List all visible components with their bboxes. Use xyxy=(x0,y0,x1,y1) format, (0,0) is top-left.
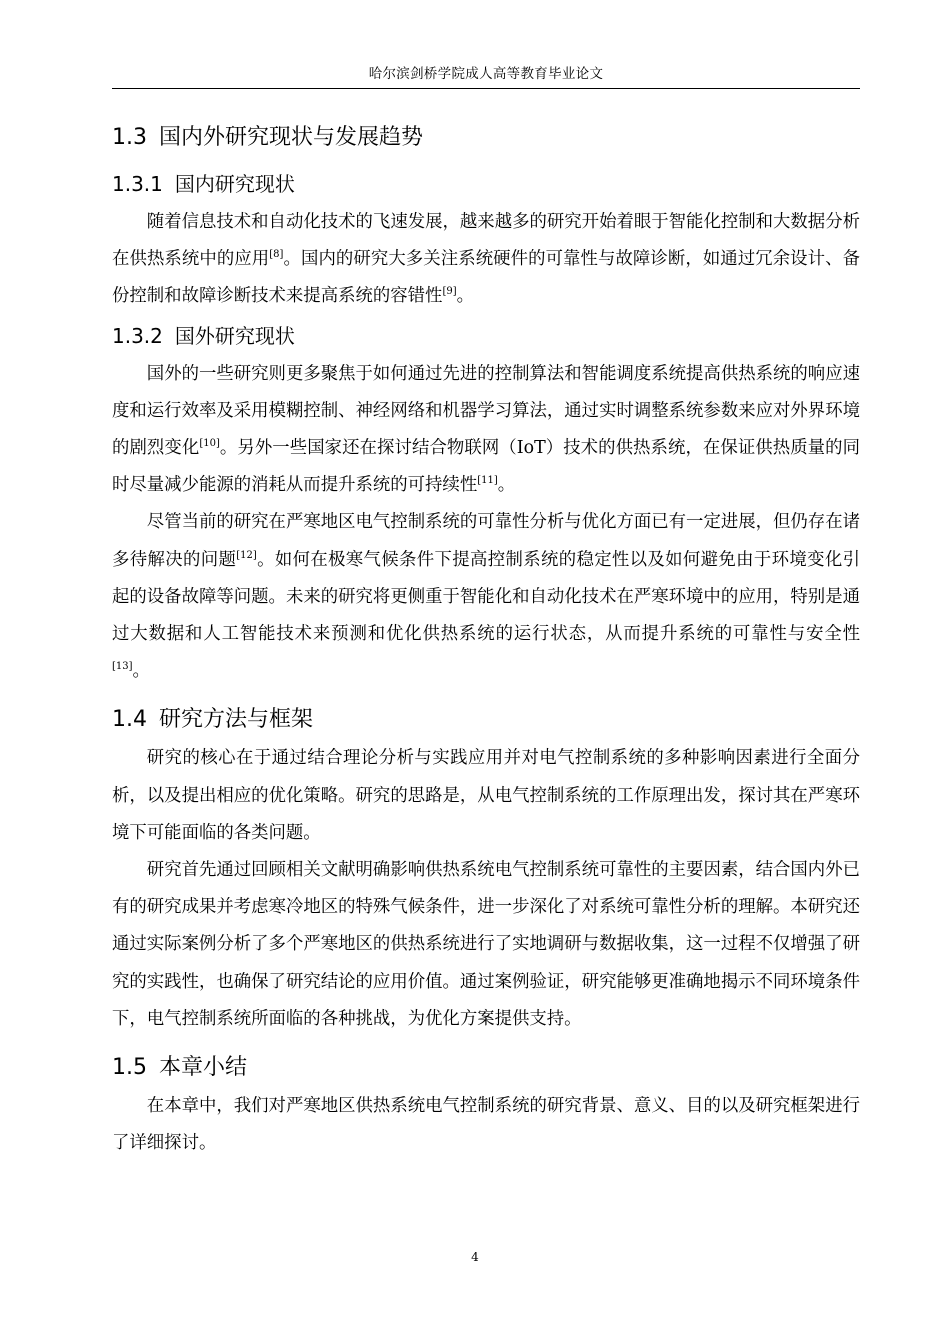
subsection-title: 国外研究现状 xyxy=(174,323,295,348)
header-rule xyxy=(112,88,860,89)
subsection-heading-1-3-2 xyxy=(112,316,860,356)
subsection-number: 1.3.2 xyxy=(112,323,163,348)
paragraph-text: 随着信息技术和自动化技术的飞速发展，越来越多的研究开始着眼于智能化控制和大数据分析在供热系统中的应用 xyxy=(112,212,860,270)
citation-ref: [11] xyxy=(477,475,498,487)
section-title: 本章小结 xyxy=(159,1055,248,1081)
citation-ref: [13] xyxy=(112,661,133,673)
page-content xyxy=(112,118,860,1162)
paragraph-text: 。如何在极寒气候条件下提高控制系统的稳定性以及如何避免由于环境变化引起的设备故障等问题。未来的研究将更侧重于智能化和自动化技术在严寒环境中的应用，特别是通过大数据和人工智能技术来预测和优化供热系统的运行状态，从而提升系统的可靠性与安全性 xyxy=(112,549,860,645)
section-title: 国内外研究现状与发展趋势 xyxy=(159,125,424,150)
citation-ref: [9] xyxy=(442,286,457,298)
section-title: 研究方法与框架 xyxy=(159,707,314,733)
paragraph-text: 。国内的研究大多关注系统硬件的可靠性与故障诊断，如通过冗余设计、备份控制和故障诊断技术来提高系统的容错性 xyxy=(112,249,860,307)
paragraph-text: 。 xyxy=(132,661,150,682)
citation-ref: [10] xyxy=(199,438,220,450)
citation-ref: [12] xyxy=(236,549,257,561)
paragraph-research-gaps xyxy=(112,504,860,690)
paragraph-text: 国外的一些研究则更多聚焦于如何通过先进的控制算法和智能调度系统提高供热系统的响应速度和运行效率及采用模糊控制、神经网络和机器学习算法，通过实时调整系统参数来应对外界环境的剧烈变化 xyxy=(112,363,860,459)
subsection-heading-1-3-1 xyxy=(112,164,860,204)
paragraph-method-core: 研究的核心在于通过结合理论分析与实践应用并对电气控制系统的多种影响因素进行全面分析，以及提出相应的优化策略。研究的思路是，从电气控制系统的工作原理出发，探讨其在严寒环境下可能面临的各类问题。 xyxy=(112,748,860,843)
section-heading-1-4 xyxy=(112,700,860,740)
paragraph-text: 尽管当前的研究在严寒地区电气控制系统的可靠性分析与优化方面已有一定进展，但仍存在诸多待解决的问题 xyxy=(112,512,860,570)
paragraph-method-detail: 研究首先通过回顾相关文献明确影响供热系统电气控制系统可靠性的主要因素，结合国内外已有的研究成果并考虑寒冷地区的特殊气候条件，进一步深化了对系统可靠性分析的理解。本研究还通过实际案例分析了多个严寒地区的供热系统进行了实地调研与数据收集，这一过程不仅增强了研究的实践性，也确保了研究结论的应用价值。通过案例验证，研究能够更准确地揭示不同环境条件下，电气控制系统所面临的各种挑战，为优化方案提供支持。 xyxy=(112,860,860,1029)
section-number: 1.3 xyxy=(112,125,147,150)
section-number: 1.4 xyxy=(112,707,147,733)
paragraph-text: 。另外一些国家还在探讨结合物联网（IoT）技术的供热系统，在保证供热质量的同时尽量减少能源的消耗从而提升系统的可持续性 xyxy=(112,438,860,496)
paragraph-text: 。 xyxy=(497,475,516,496)
section-heading-1-5 xyxy=(112,1048,860,1088)
section-heading-1-3 xyxy=(112,118,860,158)
subsection-title: 国内研究现状 xyxy=(174,172,295,196)
citation-ref: [8] xyxy=(269,249,284,261)
section-number: 1.5 xyxy=(112,1055,147,1081)
page-number: 4 xyxy=(471,1250,479,1264)
running-header: 哈尔滨剑桥学院成人高等教育毕业论文 xyxy=(368,66,604,82)
subsection-number: 1.3.1 xyxy=(112,172,163,196)
paragraph-chapter-summary: 在本章中，我们对严寒地区供热系统电气控制系统的研究背景、意义、目的以及研究框架进行了详细探讨。 xyxy=(112,1096,860,1154)
paragraph-domestic-research xyxy=(112,204,860,316)
paragraph-foreign-research xyxy=(112,356,860,505)
paragraph-text: 。 xyxy=(456,286,475,307)
